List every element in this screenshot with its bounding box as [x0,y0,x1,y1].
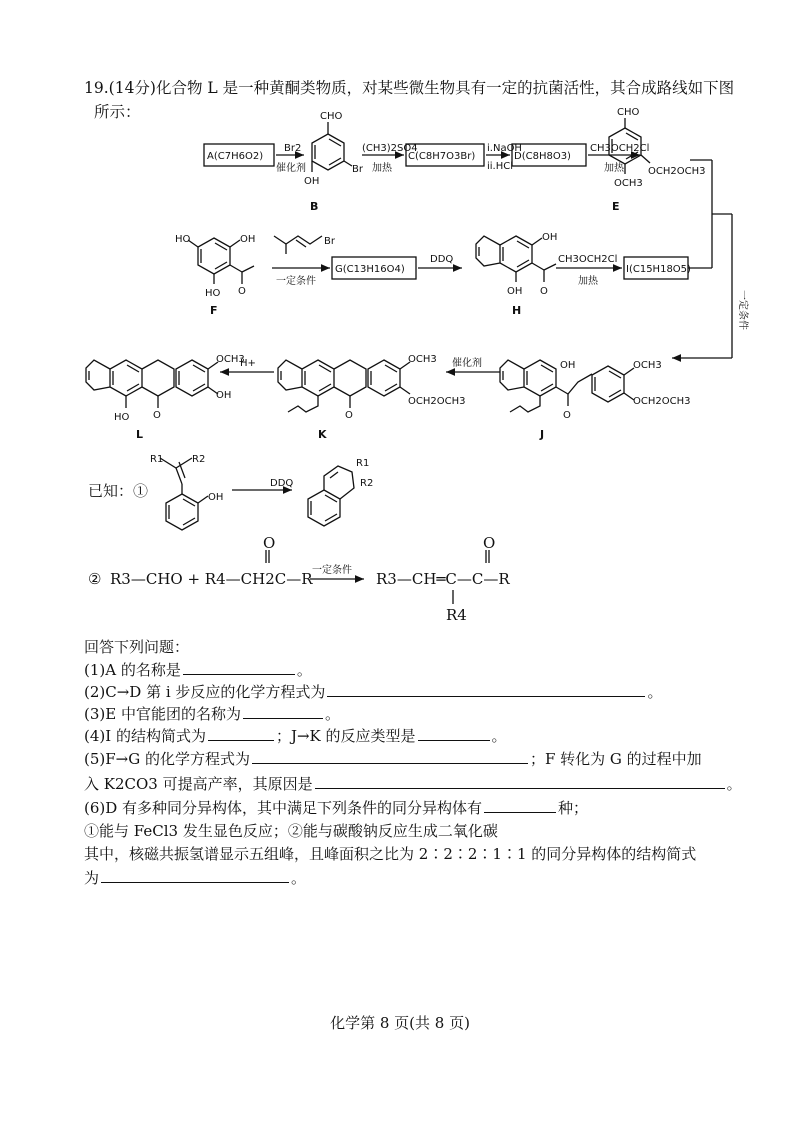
molecule-l [86,360,218,408]
q4a-blank[interactable] [208,725,274,741]
j-oh: OH [560,360,576,371]
k-o: O [345,410,353,421]
q6e-line [84,867,306,889]
reagent-b-c-top: (CH3)2SO4 [362,143,418,154]
l-o: O [153,410,161,421]
reagent-g-h-top: DDQ [430,254,454,265]
question-number: 19. [84,79,109,97]
q6b-text: 种； [558,799,589,817]
known-product-r1: R1 [356,458,370,469]
known-product-r2: R2 [360,478,374,489]
h-o: O [540,286,548,297]
q6-text: (6)D 有多种同分异构体，其中满足下列条件的同分异构体有 [84,799,483,817]
h-oh: OH [542,232,558,243]
q2-line [84,681,662,703]
h-oh-bottom: OH [507,286,523,297]
q2-blank[interactable] [327,681,645,697]
q4-period: 。 [491,727,507,745]
known-reaction2-right: R3—CH═C—C—R [376,570,510,588]
label-f: F [210,304,218,317]
reagent-known-1: DDQ [270,478,294,489]
reagent-b-c-bottom: 加热 [372,163,392,174]
q1-line [84,659,312,681]
l-och3: OCH3 [216,354,245,365]
k-och2och3: OCH2OCH3 [408,396,466,407]
known-r4: R4 [446,606,467,624]
question-stem-line2: 所示： [94,103,141,121]
q6-line [84,797,588,819]
q5c-text: 入 K2CO3 可提高产率，其原因是 [84,775,313,793]
reagent-a-b-top: Br2 [284,143,302,154]
box-g-label: G(C13H16O4) [335,264,405,275]
j-och2och3: OCH2OCH3 [633,396,691,407]
known-circle-2: ② [88,570,102,588]
known-reaction2-left: R3—CHO + R4—CH2C—R [110,570,313,588]
molecule-b [312,122,352,172]
e-cho: CHO [617,107,640,118]
q6e-blank[interactable] [101,867,289,883]
f-oh-right: OH [240,234,256,245]
reagent-f-g-bottom: 一定条件 [276,276,316,287]
q5a-text: (5)F→G 的化学方程式为 [84,750,250,768]
q2-period: 。 [647,683,663,701]
q5-line [84,748,702,770]
q3-line [84,703,340,725]
q3-text: (3)E 中官能团的名称为 [84,705,241,723]
reagent-h-i-bottom: 加热 [578,276,598,287]
reagent-known-2: 一定条件 [312,565,352,576]
reagent-d-e-bottom: 加热 [604,163,624,174]
q2-text: (2)C→D 第 i 步反应的化学方程式为 [84,683,326,701]
known-reactant-1 [160,458,208,530]
page-footer: 化学第 8 页(共 8 页) [330,1014,470,1032]
q4b-blank[interactable] [418,725,490,741]
q1-period: 。 [296,661,312,679]
known-r2: R2 [192,454,206,465]
l-oh: OH [216,390,232,401]
reagent-a-b-bottom: 催化剂 [276,163,306,174]
b-cho: CHO [320,111,343,122]
reagent-e-i-to-j: 一定条件 [737,290,748,330]
k-och3: OCH3 [408,354,437,365]
label-e: E [612,200,620,213]
b-br: Br [352,164,363,175]
label-b: B [310,200,319,213]
box-i-label: I(C15H18O5) [626,264,691,275]
q3-period: 。 [324,705,340,723]
j-och3: OCH3 [633,360,662,371]
label-j: J [540,428,545,441]
reagent-d-e-top: CH3OCH2Cl [590,143,650,154]
e-och3: OCH3 [614,178,643,189]
box-c-label: C(C8H7O3Br) [408,151,476,162]
q5c-blank[interactable] [315,773,725,789]
e-och2och3: OCH2OCH3 [648,166,706,177]
molecule-k [278,360,410,412]
reagent-h-i-top: CH3OCH2Cl [558,254,618,265]
known-intro: 已知：① [88,482,149,500]
question-stem-line1: 化合物 L 是一种黄酮类物质，对某些微生物具有一定的抗菌活性，其合成路线如下图 [155,79,735,97]
label-k: K [318,428,327,441]
label-h: H [512,304,522,317]
f-ho-bottom: HO [205,288,221,299]
reagent-k-l: H+ [240,358,256,369]
carbonyl-o-right: O [483,534,496,552]
j-o: O [563,410,571,421]
q6c-line: ①能与 FeCl3 发生显色反应；②能与碳酸钠反应生成二氧化碳 [84,822,498,840]
q6e-text: 为 [84,869,100,887]
q5b-text: ；F 转化为 G 的过程中加 [529,750,702,768]
f-o: O [238,286,246,297]
q1-text: (1)A 的名称是 [84,661,181,679]
box-d-label: D(C8H8O3) [514,151,571,162]
box-a-label: A(C7H6O2) [207,151,264,162]
q5c-line [84,773,742,795]
question-points: (14分) [108,79,156,97]
q6d-line: 其中，核磁共振氢谱显示五组峰，且峰面积之比为 2∶2∶2∶1∶1 的同分异构体的结构简式 [84,845,697,863]
b-oh: OH [304,176,320,187]
q1-blank[interactable] [183,659,295,675]
q6-blank[interactable] [484,797,556,813]
prenyl-bromide [274,236,322,254]
q6e-period: 。 [291,869,307,887]
known-oh: OH [208,492,224,503]
answers-intro: 回答下列问题： [84,638,190,656]
reagent-c-d-top: i.NaOH [487,143,522,154]
label-l: L [136,428,144,441]
prenyl-br: Br [324,236,335,247]
q3-blank[interactable] [243,703,323,719]
known-r1: R1 [150,454,164,465]
q4a-text: (4)I 的结构简式为 [84,727,206,745]
reagent-j-k: 催化剂 [452,358,482,369]
q4-line [84,725,507,747]
l-ho: HO [114,412,130,423]
q5c-period: 。 [726,775,742,793]
reagent-c-d-bottom: ii.HCl [487,161,514,172]
q5a-blank[interactable] [252,748,528,764]
carbonyl-o-left: O [263,534,276,552]
q4b-text: ；J→K 的反应类型是 [275,727,416,745]
f-ho-left: HO [175,234,191,245]
known-product-1 [308,466,354,526]
